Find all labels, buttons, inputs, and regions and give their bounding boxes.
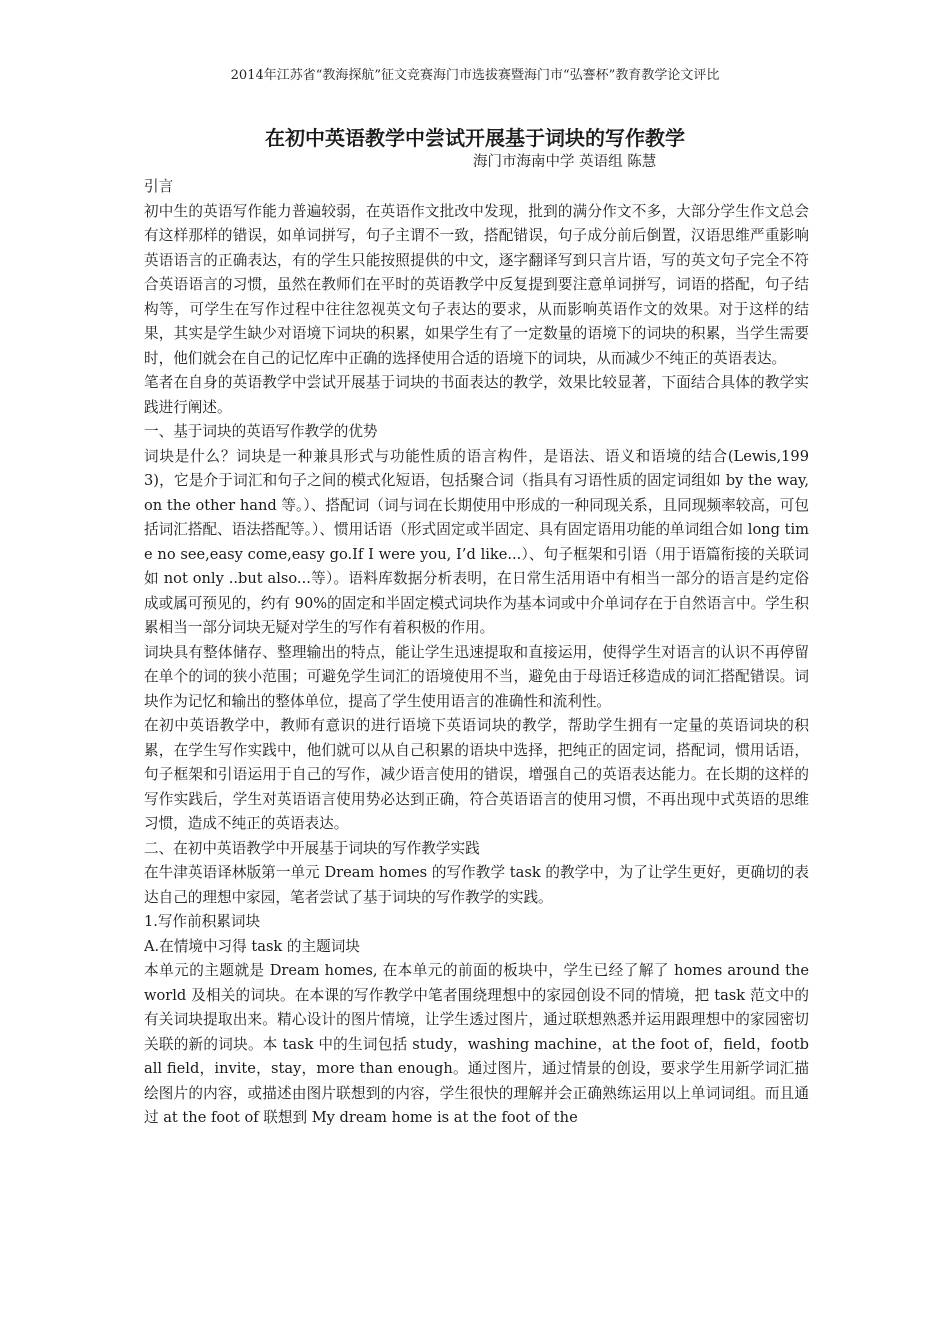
paragraph: 词块是什么？词块是一种兼具形式与功能性质的语言构件，是语法、语义和语境的结合(Lewis,1993)，它是介于词汇和句子之间的模式化短语，包括聚合词（指具有习语性质的固定词组如 by the way,on the other hand 等。）、搭配词（词与词在长期使用中形成的一种同现关系，且同现频率较高，可包括词汇搭配、语法搭配等。）、惯用话语（形式固定或半固定、具有固定语用功能的单词组合如 long time no see,easy come,easy go.If I were you, I’d like...）、句子框架和引语（用于语篇衔接的关联词如 not only ..but also...等）。语料库数据分析表明，在日常生活用语中有相当一部分的语言是约定俗成或属可预见的，约有 90%的固定和半固定模式词块作为基本词或中介单词存在于自然语言中。学生积累相当一部分词块无疑对学生的写作有着积极的作用。 xyxy=(144,447,809,636)
paragraph: 笔者在自身的英语教学中尝试开展基于词块的书面表达的教学，效果比较显著，下面结合具体的教学实践进行阐述。 xyxy=(144,374,809,416)
body-text xyxy=(144,175,809,1131)
paragraph: 词块具有整体储存、整理输出的特点，能让学生迅速提取和直接运用，使得学生对语言的认识不再停留在单个的词的狭小范围；可避免学生词汇的语境使用不当，避免由于母语迁移造成的词汇搭配错误。词块作为记忆和输出的整体单位，提高了学生使用语言的准确性和流利性。 xyxy=(144,643,809,710)
section-heading: 二、在初中英语教学中开展基于词块的写作教学实践 xyxy=(144,839,480,857)
paragraph: 在初中英语教学中，教师有意识的进行语境下英语词块的教学，帮助学生拥有一定量的英语词块的积累，在学生写作实践中，他们就可以从自己积累的语块中选择，把纯正的固定词，搭配词，惯用话语，句子框架和引语运用于自己的写作，减少语言使用的错误，增强自己的英语表达能力。在长期的这样的写作实践后，学生对英语语言使用势必达到正确，符合英语语言的使用习惯，不再出现中式英语的思维习惯，造成不纯正的英语表达。 xyxy=(144,717,809,832)
paragraph: 初中生的英语写作能力普遍较弱，在英语作文批改中发现，批到的满分作文不多，大部分学生作文总会有这样那样的错误，如单词拼写，句子主谓不一致，搭配错误，句子成分前后倒置，汉语思维严重影响英语语言的正确表达，有的学生只能按照提供的中文，逐字翻译写到只言片语，写的英文句子完全不符合英语语言的习惯，虽然在教师们在平时的英语教学中反复提到要注意单词拼写，词语的搭配，句子结构等，可学生在写作过程中往往忽视英文句子表达的要求，从而影响英语作文的效果。对于这样的结果，其实是学生缺少对语境下词块的积累，如果学生有了一定数量的语境下的词块的积累，当学生需要时，他们就会在自己的记忆库中正确的选择使用合适的语境下的词块，从而减少不纯正的英语表达。 xyxy=(144,202,809,367)
section-heading: 一、基于词块的英语写作教学的优势 xyxy=(144,423,378,440)
paragraph: 在牛津英语译林版第一单元 Dream homes 的写作教学 task 的教学中，为了让学生更好，更确切的表达自己的理想中家园，笔者尝试了基于词块的写作教学的实践。 xyxy=(144,864,809,906)
subsection-heading: A.在情境中习得 task 的主题词块 xyxy=(144,937,360,955)
paragraph: 本单元的主题就是 Dream homes, 在本单元的前面的板块中，学生已经了解了 homes around the world 及相关的词块。在本课的写作教学中笔者围绕理想中的家园创设不同的情境，把 task 范文中的有关词块提取出来。精心设计的图片情境，让学生透过图片，通过联想熟悉并运用跟理想中的家园密切关联的新的词块。本 task 中的生词包括 study，washing machine，at the foot of，field，football field，invite，stay，more than enough。通过图片，通过情景的创设，要求学生用新学词汇描绘图片的内容，或描述由图片联想到的内容，学生很快的理解并会正确熟练运用以上单词词组。而且通过 at the foot of 联想到 My dream home is at the foot of the xyxy=(144,962,809,1126)
section-heading-intro: 引言 xyxy=(144,178,174,195)
subsection-heading: 1.写作前积累词块 xyxy=(144,913,261,930)
author-line: 海门市海南中学 英语组 陈慧 xyxy=(473,154,657,170)
paper-title: 在初中英语教学中尝试开展基于词块的写作教学 xyxy=(265,126,685,150)
competition-header: 2014年江苏省“教海探航”征文竞赛海门市选拔赛暨海门市“弘謇杯”教育教学论文评比 xyxy=(230,68,720,83)
